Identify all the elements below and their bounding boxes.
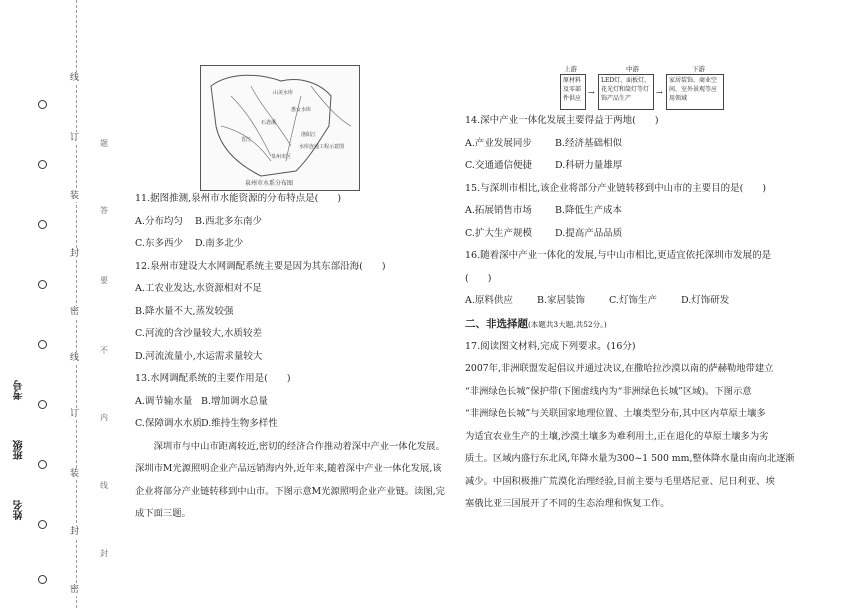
passage-line: 2007年,非洲联盟发起倡议并通过决议,在撒哈拉沙漠以南的萨赫勒地带建立 bbox=[465, 363, 774, 374]
option: C.东多西少 bbox=[135, 238, 183, 249]
name-label: 姓名 bbox=[14, 500, 25, 520]
binding-circle bbox=[38, 160, 47, 169]
binding-circle bbox=[38, 400, 47, 409]
passage-line: 企业将部分产业链转移到中山市。下图示意M光源照明企业产业链。读图,完 bbox=[135, 485, 445, 497]
chain-midstream-box: LED灯、面板灯、花光灯和筒灯等灯饰产品生产 bbox=[598, 74, 654, 110]
inner-binding-char: 不 bbox=[100, 346, 108, 355]
question-11: 11.据图推测,泉州市水能资源的分布特点是( ) bbox=[135, 193, 342, 204]
option: B.降低生产成本 bbox=[555, 205, 623, 216]
map-coast bbox=[311, 86, 351, 126]
passage-line: 减少。中国积极推广荒漠化治理经验,目前主要与毛里塔尼亚、尼日利亚、埃 bbox=[465, 475, 775, 487]
inner-binding-char: 线 bbox=[100, 481, 108, 490]
option: A.调节输水量 bbox=[135, 395, 193, 407]
option: D.河流流量小,水运需求量较大 bbox=[135, 350, 263, 362]
question-15-options bbox=[465, 200, 845, 223]
option: B.家居装饰 bbox=[537, 295, 586, 306]
exam-number-label: 考号 bbox=[14, 380, 25, 400]
chain-arrow: → bbox=[588, 88, 595, 97]
option: B.降水量不大,蒸发较强 bbox=[135, 305, 234, 317]
binding-char: 装 bbox=[70, 191, 80, 201]
question-11-options bbox=[135, 211, 455, 234]
binding-char: 密 bbox=[70, 585, 80, 595]
option: B.经济基础相似 bbox=[555, 137, 623, 149]
inner-binding-char: 题 bbox=[100, 139, 108, 148]
option: C.扩大生产规模 bbox=[465, 227, 532, 239]
option: C.河流的含沙量较大,水质较差 bbox=[135, 328, 262, 339]
passage-green-wall bbox=[465, 358, 845, 516]
chain-upstream-box: 原材料及零部件供应 bbox=[560, 74, 586, 110]
chain-downstream-box: 家居装饰、商业空间、室外景观等应用领域 bbox=[666, 74, 724, 110]
binding-char: 线 bbox=[70, 353, 80, 363]
question-11-options bbox=[135, 233, 455, 256]
map-label: 惠女水库 bbox=[291, 107, 312, 113]
inner-binding-char: 内 bbox=[100, 413, 108, 422]
passage-line: “非洲绿色长城”与关联国家地理位置、土壤类型分布,其中区内草原土壤多 bbox=[465, 408, 766, 419]
passage-line: 成下面三题。 bbox=[135, 508, 191, 519]
inner-binding-char: 封 bbox=[100, 549, 108, 558]
binding-circle bbox=[38, 460, 47, 469]
map-label: 洛阳江 bbox=[301, 132, 317, 138]
class-label: 班级 bbox=[14, 440, 25, 460]
chain-downstream-header: 下游 bbox=[692, 65, 705, 73]
question-15-options bbox=[465, 223, 845, 246]
question-16: 16.随着深中产业一体化的发展,与中山市相比,更适宜依托深圳市发展的是 bbox=[465, 250, 772, 261]
option: D.南多北少 bbox=[195, 238, 244, 249]
section-note: (本题共3大题,共52分。) bbox=[528, 319, 607, 329]
question-16-options bbox=[465, 290, 845, 313]
question-15: 15.与深圳市相比,该企业将部分产业链转移到中山市的主要目的是( ) bbox=[465, 182, 767, 194]
option: D.灯饰研发 bbox=[681, 295, 730, 306]
option: A.分布均匀 bbox=[135, 215, 183, 227]
left-column bbox=[135, 188, 455, 526]
map-label: 晋江 bbox=[241, 137, 252, 143]
option: D.提高产品品质 bbox=[555, 227, 623, 239]
option: A.工农业发达,水资源相对不足 bbox=[135, 283, 262, 294]
option: B.增加调水总量 bbox=[201, 395, 269, 407]
map-label: 石砻溪 bbox=[261, 120, 277, 126]
map-caption: 泉州市水系分布图 bbox=[245, 180, 294, 187]
map-label: 水库连通工程示意图 bbox=[299, 144, 345, 150]
section-title bbox=[465, 313, 845, 336]
option: C.交通通信便捷 bbox=[465, 160, 532, 171]
water-system-map bbox=[200, 65, 360, 191]
industry-chain-diagram bbox=[560, 64, 725, 110]
binding-line bbox=[76, 0, 77, 608]
chain-midstream-header: 中游 bbox=[626, 65, 639, 73]
question-13: 13.水网调配系统的主要作用是( ) bbox=[135, 373, 291, 384]
passage-line: 深圳市与中山市距离较近,密切的经济合作推动着深中产业一体化发展。 bbox=[153, 440, 445, 452]
question-13-options bbox=[135, 413, 455, 436]
binding-strip bbox=[0, 0, 92, 608]
option: A.产业发展同步 bbox=[465, 137, 532, 149]
map-label: 山美水库 bbox=[273, 90, 294, 96]
inner-binding-char: 要 bbox=[100, 276, 108, 285]
question-14-options bbox=[465, 155, 845, 178]
section-heading: 二、非选择题 bbox=[465, 317, 528, 330]
passage-shenzhen bbox=[135, 436, 455, 526]
binding-char: 订 bbox=[70, 409, 80, 419]
binding-char: 线 bbox=[70, 73, 80, 83]
binding-circle bbox=[38, 520, 47, 529]
passage-line: 为适宜农业生产的土壤,沙漠土壤多为难利用土,正在退化的草原土壤多为劣 bbox=[465, 430, 769, 442]
inner-binding-char: 答 bbox=[100, 206, 108, 215]
passage-line: 深圳市M光源照明企业产品远销海内外,近年来,随着深中产业一体化发展,该 bbox=[135, 463, 442, 474]
question-13-options bbox=[135, 391, 455, 414]
binding-char: 装 bbox=[70, 469, 80, 479]
question-14-options bbox=[465, 133, 845, 156]
binding-char: 订 bbox=[70, 133, 80, 143]
chain-arrow: → bbox=[656, 88, 663, 97]
question-17: 17.阅读图文材料,完成下列要求。(16分) bbox=[465, 340, 636, 352]
right-column bbox=[465, 110, 845, 516]
question-12: 12.泉州市建设大水网调配系统主要是因为其东部沿海( ) bbox=[135, 260, 386, 272]
option: D.维持生物多样性 bbox=[201, 418, 278, 429]
passage-line: “非洲绿色长城”保护带(下图虚线内为“非洲绿色长城”区域)。下图示意 bbox=[465, 385, 752, 397]
binding-circle bbox=[38, 100, 47, 109]
map-label: 泉州市区 bbox=[271, 154, 292, 160]
binding-circle bbox=[38, 575, 47, 584]
option: A.拓展销售市场 bbox=[465, 205, 532, 216]
binding-circle bbox=[38, 220, 47, 229]
passage-line: 塞俄比亚三国展开了不同的生态治理和恢复工作。 bbox=[465, 498, 670, 509]
option: B.西北多东南少 bbox=[195, 215, 263, 227]
binding-char: 封 bbox=[70, 249, 80, 259]
chain-upstream-header: 上游 bbox=[564, 65, 577, 73]
question-16-paren: ( ) bbox=[465, 272, 492, 284]
option: C.灯饰生产 bbox=[609, 295, 657, 306]
binding-char: 封 bbox=[70, 527, 80, 537]
option: D.科研力量雄厚 bbox=[555, 160, 623, 171]
binding-circle bbox=[38, 340, 47, 349]
option: A.原料供应 bbox=[465, 295, 513, 306]
question-14: 14.深中产业一体化发展主要得益于两地( ) bbox=[465, 115, 659, 126]
binding-char: 密 bbox=[70, 307, 80, 317]
option: C.保障调水水质 bbox=[135, 418, 202, 429]
binding-circle bbox=[38, 280, 47, 289]
passage-line: 质土。区域内盛行东北风,年降水量为300~1 500 mm,整体降水量由南向北逐渐 bbox=[465, 453, 795, 464]
map-drawing bbox=[201, 66, 359, 190]
